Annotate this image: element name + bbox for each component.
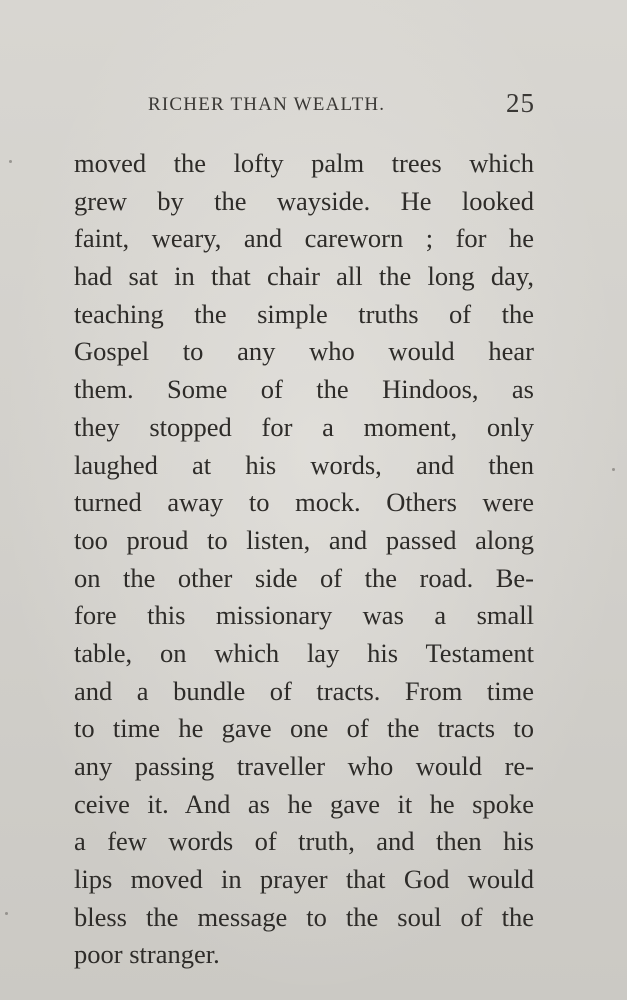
page-header <box>0 90 627 130</box>
text-line: Gospel to any who would hear <box>74 336 534 367</box>
paper-speck <box>5 912 8 915</box>
text-line: on the other side of the road. Be- <box>74 562 534 593</box>
text-line: teaching the simple truths of the <box>74 298 534 329</box>
text-line: laughed at his words, and then <box>74 449 534 480</box>
text-line: poor stranger. <box>74 939 220 970</box>
text-line: bless the message to the soul of the <box>74 901 534 932</box>
paper-speck <box>612 468 615 471</box>
text-line: and a bundle of tracts. From time <box>74 675 534 706</box>
text-line: to time he gave one of the tracts to <box>74 713 534 744</box>
running-head: RICHER THAN WEALTH. <box>148 94 386 115</box>
text-line: fore this missionary was a small <box>74 600 534 631</box>
text-line: ceive it. And as he gave it he spoke <box>74 788 534 819</box>
text-line: them. Some of the Hindoos, as <box>74 374 534 405</box>
text-line: table, on which lay his Testament <box>74 637 534 668</box>
text-line: faint, weary, and careworn ; for he <box>74 223 534 254</box>
paper-speck <box>9 160 12 163</box>
text-line: moved the lofty palm trees which <box>74 148 534 178</box>
text-line: too proud to listen, and passed along <box>74 524 534 555</box>
text-line: any passing traveller who would re- <box>74 751 534 781</box>
text-line: they stopped for a moment, only <box>74 411 534 442</box>
text-line: turned away to mock. Others were <box>74 487 534 518</box>
page-number: 25 <box>506 88 535 118</box>
text-line: grew by the wayside. He looked <box>74 185 534 216</box>
text-line: a few words of truth, and then his <box>74 826 534 857</box>
text-line: lips moved in prayer that God would <box>74 864 534 895</box>
text-line: had sat in that chair all the long day, <box>74 261 534 292</box>
body-text <box>74 145 534 974</box>
